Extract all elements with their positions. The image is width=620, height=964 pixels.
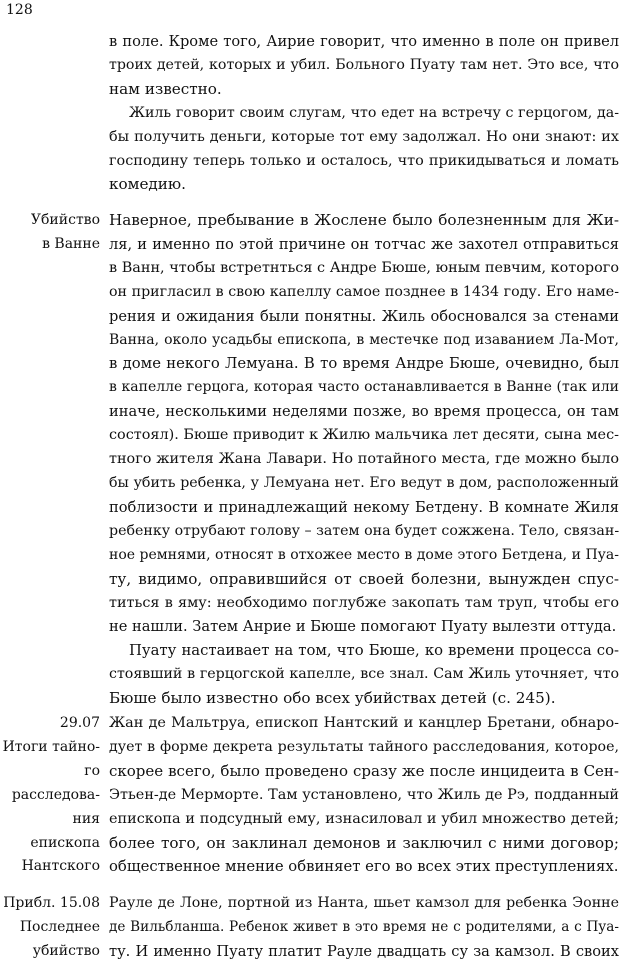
text-line: ту. И именно Пуату платит Рауле двадцать су за камзол. В своих bbox=[109, 942, 619, 960]
text-line: Этьен-де Мерморте. Там установлено, что Жиль де Рэ, подданный bbox=[109, 786, 619, 803]
text-line: в поле. Кроме того, Аирие говорит, что именно в поле он привел bbox=[109, 33, 619, 50]
text-line: Жиль говорит своим слугам, что едет на встречу с герцогом, да- bbox=[129, 104, 619, 121]
text-line: не нашли. Затем Анрие и Бюше помогают Пуату вылезти оттуда. bbox=[109, 618, 617, 636]
body-section-murder-vannes bbox=[109, 209, 619, 711]
text-line: Бюше было известно обо всех убийствах детей (с. 245). bbox=[109, 689, 556, 708]
paragraph bbox=[109, 892, 619, 964]
body-section-bishop-investigation bbox=[109, 712, 619, 879]
margin-note-murder-vannes bbox=[0, 209, 100, 257]
paragraph bbox=[109, 30, 619, 102]
margin-note-line: убийство bbox=[32, 942, 100, 959]
text-line: бы убить ребенка, у Лемуана нет. Его ведут в дом, расположенный bbox=[109, 474, 619, 491]
paragraph bbox=[109, 209, 619, 639]
margin-note-last-murder bbox=[0, 892, 100, 964]
text-line: титься в яму: необходимо поглубже закопать там труп, чтобы его bbox=[109, 594, 619, 611]
text-line: скорее всего, было проведено сразу же после инцидеита в Сен- bbox=[109, 761, 619, 780]
text-line: ту, видимо, оправившийся от своей болезни, вынужден спус- bbox=[109, 569, 619, 588]
text-line: троих детей, которых и убил. Больного Пуату там нет. Это все, что bbox=[109, 56, 619, 73]
margin-note-line: Последнее bbox=[19, 918, 100, 935]
text-line: Наверное, пребывание в Жослене было болезненным для Жи- bbox=[109, 211, 619, 229]
margin-note-line: Убийство bbox=[30, 212, 100, 228]
text-line: ное ремнями, относят в отхожее место в доме этого Бетдена, и Пуа- bbox=[109, 546, 619, 563]
paragraph bbox=[109, 712, 619, 879]
text-line: рения и ожидания были понятны. Жиль обосновался за стенами bbox=[109, 307, 619, 325]
text-line: епископа и подсудный ему, изнасиловал и убил множество детей; bbox=[109, 810, 619, 827]
text-line: состоял). Бюше приводит к Жилю мальчика лет десяти, сына мес- bbox=[109, 427, 619, 444]
text-line: общественное мнение обвиняет его во всех этих преступлениях. bbox=[109, 858, 619, 876]
margin-note-line: ния епископа bbox=[30, 810, 100, 851]
margin-note-date: Прибл. 15.08 bbox=[3, 895, 100, 911]
text-line: в капелле герцога, которая часто останавливается в Ванне (так или bbox=[109, 379, 619, 396]
margin-note-line: Нантского bbox=[21, 858, 100, 875]
text-line: Ванна, около усадьбы епископа, в местечке под изаванием Ла-Мот, bbox=[109, 331, 619, 348]
text-line: в Ванн, чтобы встретнться с Андре Бюше, юным певчим, которого bbox=[109, 259, 619, 276]
text-line: ля, и именно по этой причине он тотчас же захотел отправиться bbox=[109, 235, 619, 253]
text-line: Жан де Мальтруа, епископ Нантский и канцлер Бретани, обнаро- bbox=[109, 715, 619, 731]
text-line: нам известно. bbox=[109, 79, 222, 98]
text-line: ребенку отрубают голову – затем она будет сожжена. Тело, связан- bbox=[109, 522, 620, 539]
paragraph bbox=[109, 102, 619, 198]
margin-note-line: го расследова- bbox=[11, 762, 100, 803]
text-line: господину теперь только и осталось, что прикидываться и ломать bbox=[109, 152, 619, 169]
text-line: иначе, несколькими неделями позже, во время процесса, он там bbox=[109, 403, 619, 421]
text-line: бы получить деньги, которые тот ему задолжал. Но они знают: их bbox=[109, 128, 619, 145]
page-number: 128 bbox=[6, 2, 33, 18]
text-line: стоявший в герцогской капелле, все знал. Сам Жиль уточняет, что bbox=[109, 666, 619, 683]
text-line: более того, он заклинал демонов и заключил с ними договор; bbox=[109, 833, 619, 852]
margin-note-bishop-investigation bbox=[0, 712, 100, 879]
text-line: де Вильбланша. Ребенок живет в это время не с родителями, а с Пуа- bbox=[109, 918, 619, 935]
paragraph bbox=[109, 639, 619, 711]
text-line: тного жителя Жана Лавари. Но потайного места, где можно было bbox=[109, 451, 619, 468]
text-line: комедию. bbox=[109, 175, 186, 194]
margin-note-line: Итоги тайно- bbox=[2, 738, 100, 755]
body-section-continuation bbox=[109, 30, 619, 197]
margin-note-line: в Ванне bbox=[42, 235, 100, 252]
text-line: Рауле де Лоне, портной из Нанта, шьет камзол для ребенка Эонне bbox=[109, 895, 619, 911]
body-section-last-murder bbox=[109, 892, 619, 964]
text-line: Пуату настаивает на том, что Бюше, ко времени процесса со- bbox=[129, 642, 619, 660]
margin-note-date: 29.07 bbox=[59, 715, 100, 731]
text-line: поблизости и принадлежащий некому Бетдену. В комнате Жиля bbox=[109, 498, 619, 516]
text-line: он пригласил в свою капеллу самое позднее в 1434 году. Его наме- bbox=[109, 283, 619, 300]
text-line: дует в форме декрета результаты тайного расследования, которое, bbox=[109, 738, 619, 755]
text-line: в доме некого Лемуана. В то время Андре Бюше, очевидно, был bbox=[109, 355, 619, 373]
